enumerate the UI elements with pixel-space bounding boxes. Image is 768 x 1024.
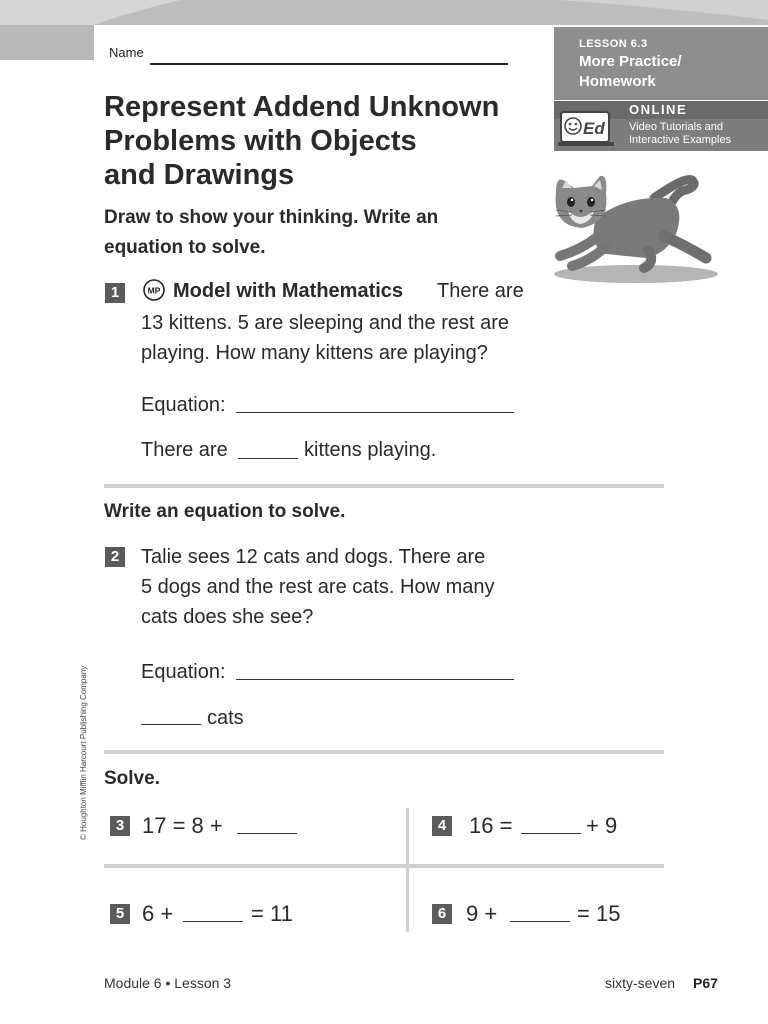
lesson-number: LESSON 6.3 xyxy=(579,38,648,50)
online-desc-line2: Interactive Examples xyxy=(629,134,732,146)
section-2-title: Write an equation to solve. xyxy=(104,501,346,522)
problem-2-line-2: 5 dogs and the rest are cats. How many xyxy=(141,576,495,598)
divider-2 xyxy=(104,750,664,754)
problem-5-answer-blank[interactable] xyxy=(183,921,243,922)
problem-5-equation-left: 6 + xyxy=(142,901,174,926)
problem-3-equation: 17 = 8 + xyxy=(142,813,223,838)
grid-horizontal-divider xyxy=(104,864,664,868)
problem-1-answer-prefix: There are xyxy=(141,439,228,461)
problem-1-answer-blank[interactable] xyxy=(238,458,298,459)
instructions-line-1: Draw to show your thinking. Write an xyxy=(104,207,439,228)
problem-1-heading: Model with Mathematics xyxy=(173,280,404,302)
problem-2-line-3: cats does she see? xyxy=(141,606,314,628)
problem-2-equation-blank[interactable] xyxy=(236,679,514,680)
problem-3-number: 3 xyxy=(110,816,130,836)
grid-vertical-divider xyxy=(406,808,409,932)
name-label: Name xyxy=(109,45,144,60)
lesson-box xyxy=(554,27,768,100)
name-field[interactable] xyxy=(150,63,508,65)
problem-1-lead: There are xyxy=(437,280,524,302)
lesson-subtitle-line2: Homework xyxy=(579,73,656,90)
problem-4-number: 4 xyxy=(432,816,452,836)
lesson-subtitle-line1: More Practice/ xyxy=(579,53,682,70)
section-3-title: Solve. xyxy=(104,768,160,789)
problem-6-number: 6 xyxy=(432,904,452,924)
title-line-2: Problems with Objects xyxy=(104,125,417,157)
title-line-3: and Drawings xyxy=(104,159,295,191)
problem-1-equation-blank[interactable] xyxy=(236,412,514,413)
problem-1-answer-suffix: kittens playing. xyxy=(304,439,437,461)
mp-badge-icon xyxy=(143,279,165,301)
problem-5-number: 5 xyxy=(110,904,130,924)
problem-4-equation-left: 16 = xyxy=(469,813,513,838)
problem-1-line-2: playing. How many kittens are playing? xyxy=(141,342,488,364)
problem-2-text xyxy=(141,542,495,632)
mp-badge-text: MP xyxy=(147,285,161,296)
problem-2-equation-label: Equation: xyxy=(141,661,226,683)
problem-2-answer-suffix: cats xyxy=(207,707,244,729)
instructions xyxy=(104,203,524,263)
online-desc-line1: Video Tutorials and xyxy=(629,121,723,133)
lesson-subtitle xyxy=(579,52,682,92)
problem-2-number: 2 xyxy=(105,547,125,567)
footer-page-words: sixty-seven xyxy=(605,975,676,991)
page-title xyxy=(104,90,544,192)
ed-logo-icon xyxy=(557,106,617,150)
cat-illustration xyxy=(536,162,720,290)
problem-2-line-1: Talie sees 12 cats and dogs. There are xyxy=(141,546,486,568)
problem-1-text xyxy=(141,308,509,368)
ed-logo-text: Ed xyxy=(583,119,605,138)
problem-4-equation-right: + 9 xyxy=(586,813,618,838)
title-line-1: Represent Addend Unknown xyxy=(104,91,500,123)
footer-page-code: P67 xyxy=(693,975,718,991)
online-description xyxy=(629,121,731,147)
problem-1-number: 1 xyxy=(105,283,125,303)
instructions-line-2: equation to solve. xyxy=(104,237,266,258)
problem-3-answer-blank[interactable] xyxy=(237,833,297,834)
problem-1-line-1: 13 kittens. 5 are sleeping and the rest are xyxy=(141,312,510,334)
problem-6-equation-left: 9 + xyxy=(466,901,498,926)
problem-4-answer-blank[interactable] xyxy=(521,833,581,834)
divider-1 xyxy=(104,484,664,488)
copyright-notice: © Houghton Mifflin Harcourt Publishing Company xyxy=(79,665,88,840)
footer-module: Module 6 • Lesson 3 xyxy=(104,975,232,991)
problem-6-answer-blank[interactable] xyxy=(510,921,570,922)
problem-6-equation-right: = 15 xyxy=(577,901,621,926)
problem-2-answer-blank[interactable] xyxy=(141,724,201,725)
online-label: ONLINE xyxy=(629,102,688,117)
problem-5-equation-right: = 11 xyxy=(251,901,293,926)
problem-1-equation-label: Equation: xyxy=(141,394,226,416)
